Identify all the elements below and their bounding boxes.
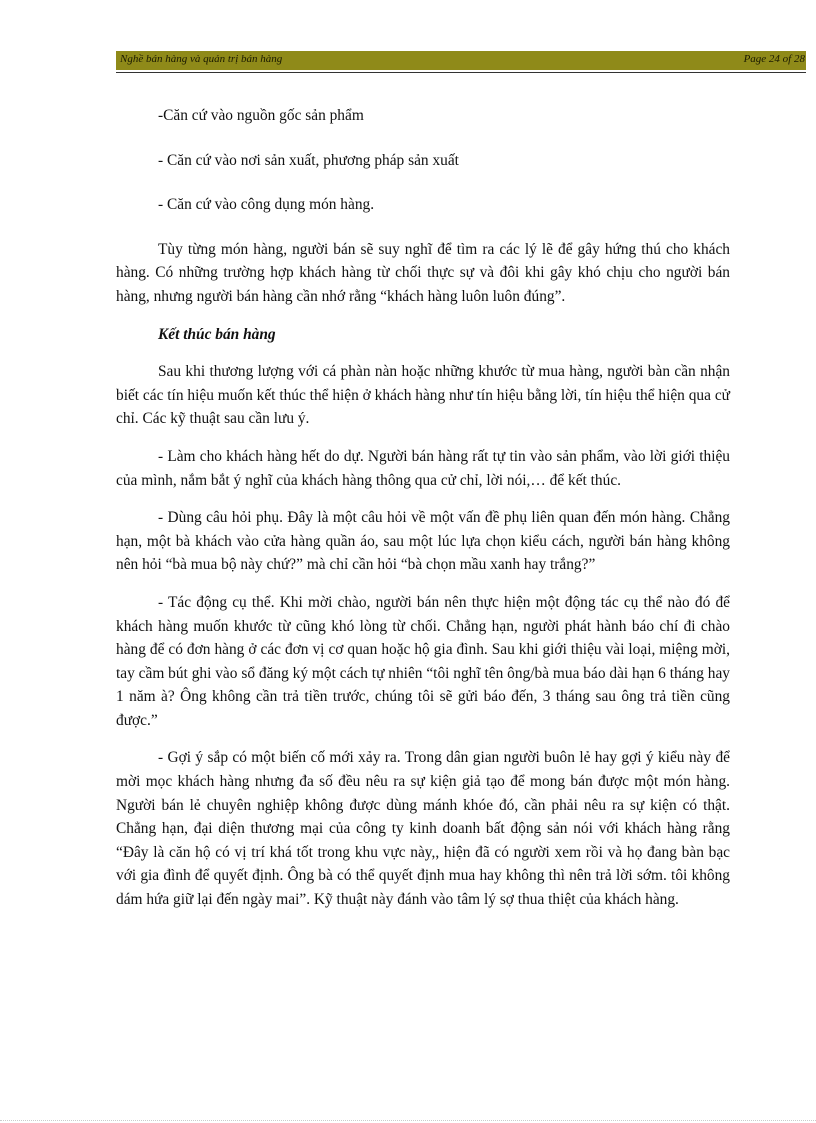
paragraph-concrete-action: - Tác động cụ thể. Khi mời chào, người bán nên thực hiện một động tác cụ thể nào đó để khách hàng muốn khước từ cũng khó lòng từ chối. Chẳng hạn, người phát hành báo chí đi chào hàng để có đơn hàng ở các đơn vị cơ quan hoặc hộ gia đình. Sau khi giới thiệu vài loại, miệng mời, tay cầm bút ghi vào sổ đăng ký một cách tự nhiên “tôi nghĩ tên ông/bà mua báo dài hạn 6 tháng hay 1 năm à? Ông không cần trả tiền trước, chúng tôi sẽ gửi báo đến, 3 tháng sau ông trả tiền cũng được.” (116, 593, 730, 729)
paragraph-usage: - Căn cứ vào công dụng món hàng. (158, 196, 375, 214)
paragraph-upcoming-event: - Gợi ý sắp có một biến cố mới xảy ra. Trong dân gian người buôn lẻ hay gợi ý kiểu này để mời mọc khách hàng nhưng đa số đều nêu ra sự kiện giả tạo để mong bán được một món hàng. Người bán lẻ chuyên nghiệp không được dùng mánh khóe đó, cần phải nêu ra sự kiện có thật. Chẳng hạn, đại diện thương mại của công ty kinh doanh bất động sản nói với khách hàng rằng “Đây là căn hộ có vị trí khá tốt trong khu vực này,, hiện đã có người xem rồi và họ đang bàn bạc với gia đình để quyết định. Ông bà có thể quyết định mua hay không thì nên trả lời sớm. tôi không dám hứa giữ lại đến ngày mai”. Kỹ thuật này đánh vào tâm lý sợ thua thiệt của khách hàng. (116, 749, 730, 909)
page-number: Page 24 of 28 (743, 53, 805, 65)
page-bottom-edge (0, 1120, 816, 1122)
header-divider (116, 72, 806, 73)
page-header-bar (116, 51, 806, 70)
paragraph-remove-hesitation: - Làm cho khách hàng hết do dự. Người bán hàng rất tự tin vào sản phẩm, vào lời giới thiệu của mình, nắm bắt ý nghĩ của khách hàng thông qua cử chỉ, lời nói,… để kết thúc. (116, 447, 730, 489)
paragraph-place: - Căn cứ vào nơi sản xuất, phương pháp sản xuất (158, 151, 459, 169)
section-heading: Kết thúc bán hàng (158, 325, 276, 343)
paragraph-reasons: Tùy từng món hàng, người bán sẽ suy nghĩ để tìm ra các lý lẽ để gây hứng thú cho khách hàng. Có những trường hợp khách hàng từ chối thực sự và đôi khi gây khó chịu cho người bán hàng, nhưng người bán hàng cần nhớ rằng “khách hàng luôn luôn đúng”. (116, 240, 730, 305)
paragraph-closing-signals: Sau khi thương lượng với cá phàn nàn hoặc những khước từ mua hàng, người bàn cần nhận biết các tín hiệu muốn kết thúc thể hiện ở khách hàng như tín hiệu bằng lời, tín hiệu thể hiện qua cử chỉ. Các kỹ thuật sau cần lưu ý. (116, 363, 730, 428)
paragraph-side-question: - Dùng câu hỏi phụ. Đây là một câu hỏi về một vấn đề phụ liên quan đến món hàng. Chẳng hạn, một bà khách vào cửa hàng quần áo, sau một lúc lựa chọn kiểu cách, người bán hàng không nên hỏi “bà mua bộ này chứ?” mà chỉ cần hỏi “bà chọn mầu xanh hay trắng?” (116, 509, 730, 574)
document-body (116, 104, 730, 912)
document-title: Nghề bán hàng và quản trị bán hàng (120, 53, 283, 65)
paragraph-origin: -Căn cứ vào nguồn gốc sản phẩm (158, 107, 364, 124)
